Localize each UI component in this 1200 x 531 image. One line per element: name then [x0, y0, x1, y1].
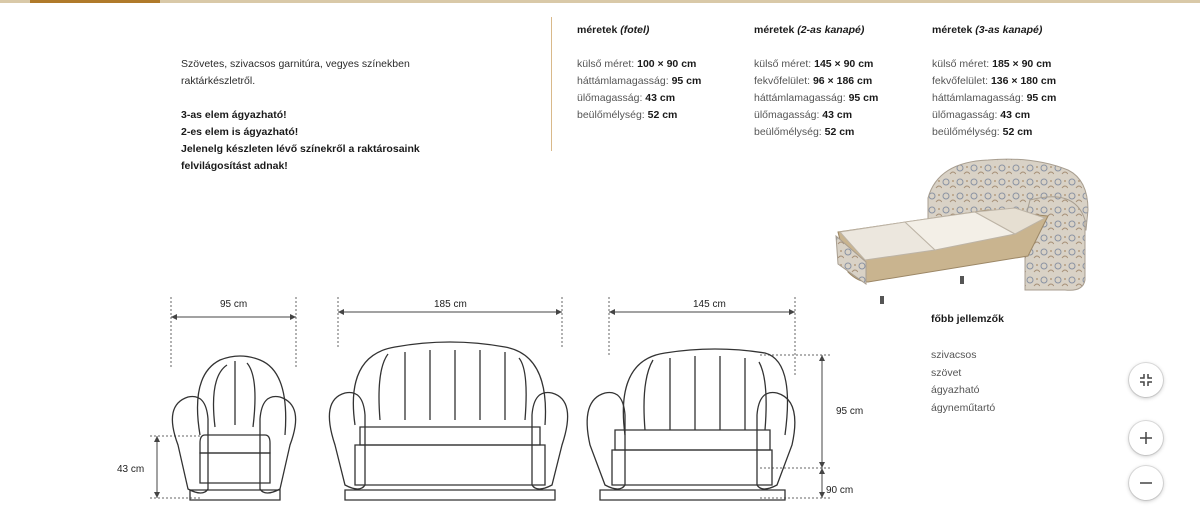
divider — [551, 17, 552, 151]
dim-seat-height: 43 cm — [117, 464, 145, 475]
sofa-2-drawing — [587, 349, 795, 500]
spec-sofa-3 — [932, 22, 1056, 141]
spec-row: háttámlamagasság: 95 cm — [577, 75, 702, 87]
dim-armchair-width: 95 cm — [220, 299, 248, 310]
spec-row: fekvőfelület: 136 × 180 cm — [932, 75, 1057, 87]
minus-icon — [1139, 476, 1153, 490]
feature-item: szövet — [931, 366, 962, 379]
dim-depth: 90 cm — [826, 485, 854, 496]
armchair-drawing — [172, 356, 295, 500]
spec-row: háttámlamagasság: 95 cm — [754, 92, 879, 104]
note-bed-2: 2-es elem is ágyazható! — [181, 126, 299, 138]
features-title: főbb jellemzők — [931, 313, 1004, 325]
zoom-out-button[interactable] — [1129, 466, 1163, 500]
dim-sofa3-width: 185 cm — [434, 299, 467, 310]
features — [931, 313, 1004, 417]
plus-icon — [1139, 431, 1153, 445]
spec-row: beülőmélység: 52 cm — [577, 109, 678, 121]
note-stock: felvilágosítást adnak! — [181, 160, 288, 172]
collapse-button[interactable] — [1129, 363, 1163, 397]
spec-row: beülőmélység: 52 cm — [754, 126, 855, 138]
dim-back-height: 95 cm — [836, 406, 864, 417]
spec-row: külső méret: 145 × 90 cm — [754, 58, 874, 70]
feature-item: ágyazható — [931, 384, 980, 396]
spec-sofa-2 — [754, 22, 878, 141]
top-border — [0, 0, 1200, 3]
spec-row: ülőmagasság: 43 cm — [932, 109, 1031, 121]
spec-row: háttámlamagasság: 95 cm — [932, 92, 1057, 104]
sofa-3-drawing — [329, 342, 567, 500]
feature-item: szivacsos — [931, 349, 977, 361]
product-description — [181, 56, 481, 175]
note-stock: Jelenelg készleten lévő színekről a raktárosaink — [181, 143, 420, 155]
note-bed-3: 3-as elem ágyazható! — [181, 109, 287, 121]
dimension-drawing — [0, 285, 900, 525]
description-line: Szövetes, szivacsos garnitúra, vegyes színekben — [181, 58, 410, 70]
spec-title: méretek (fotel) — [577, 24, 650, 36]
spec-armchair — [577, 22, 701, 124]
feature-item: ágyneműtartó — [931, 401, 996, 414]
spec-row: ülőmagasság: 43 cm — [754, 109, 853, 121]
top-border-accent — [30, 0, 160, 3]
dim-sofa2-width: 145 cm — [693, 299, 726, 310]
collapse-icon — [1139, 373, 1153, 387]
spec-row: külső méret: 185 × 90 cm — [932, 58, 1052, 70]
spec-title: méretek (2-as kanapé) — [754, 24, 865, 36]
spec-title: méretek (3-as kanapé) — [932, 24, 1043, 36]
spec-row: ülőmagasság: 43 cm — [577, 92, 676, 104]
spec-row: fekvőfelület: 96 × 186 cm — [754, 75, 873, 87]
spec-row: beülőmélység: 52 cm — [932, 126, 1033, 138]
spec-row: külső méret: 100 × 90 cm — [577, 58, 697, 70]
zoom-in-button[interactable] — [1129, 421, 1163, 455]
description-line: raktárkészletről. — [181, 75, 256, 87]
